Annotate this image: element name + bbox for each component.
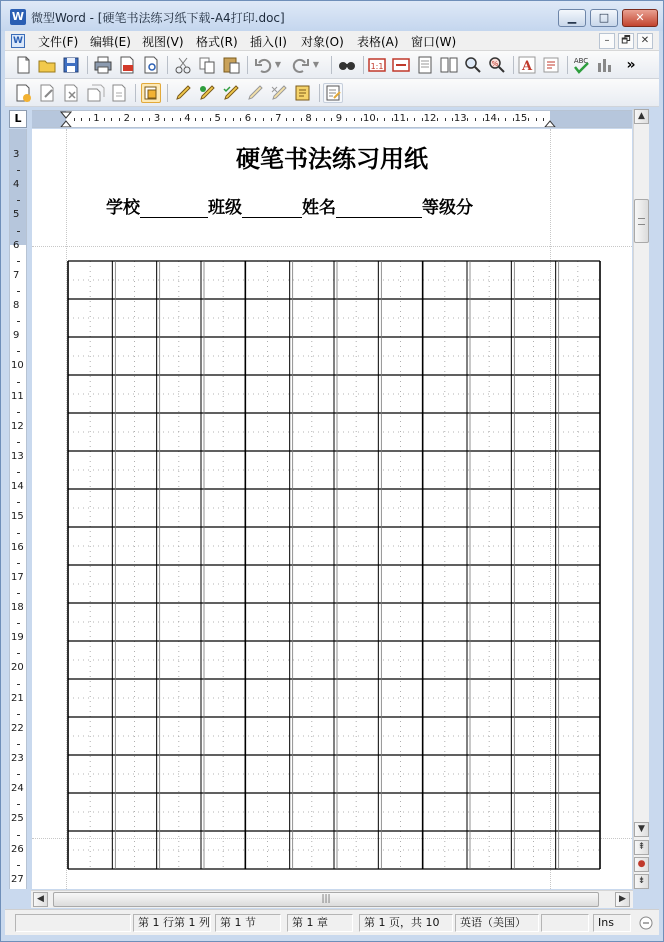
ruler-number: 3: [153, 113, 161, 124]
object-icon[interactable]: [141, 83, 161, 103]
horizontal-ruler[interactable]: [32, 110, 632, 128]
ruler-number: 5: [214, 113, 221, 124]
close-button[interactable]: ✕: [622, 9, 658, 27]
copy-icon[interactable]: [197, 55, 217, 75]
ruler-number: 8: [13, 300, 20, 311]
status-language[interactable]: 英语（美国）: [455, 914, 539, 932]
ruler-tick: [354, 118, 355, 121]
ruler-number: 22: [11, 722, 24, 734]
ruler-tick: [17, 623, 20, 624]
status-position: 第 1 行第 1 列: [133, 914, 211, 932]
ruler-number: 17: [11, 571, 24, 583]
ruler-tick: [414, 118, 415, 121]
student-info-line: [106, 193, 473, 218]
ruler-number: 18: [11, 602, 24, 613]
ruler-number: 14: [11, 481, 24, 493]
cut-icon[interactable]: [173, 55, 193, 75]
find-icon[interactable]: [337, 55, 357, 75]
ruler-tick: [149, 118, 150, 121]
ruler-number: 12: [11, 420, 24, 432]
horizontal-scrollbar[interactable]: [31, 890, 633, 908]
ruler-number: 10: [363, 113, 376, 124]
pen-icon[interactable]: [173, 83, 193, 103]
ruler-tick: [17, 865, 20, 866]
ruler-tick: [407, 118, 408, 121]
ruler-tick: [17, 472, 20, 473]
field-toolbar: [5, 79, 659, 107]
ruler-tick: [17, 533, 20, 534]
ruler-tick: [384, 118, 385, 121]
ruler-tick: [536, 118, 537, 121]
class-blank: [242, 201, 302, 218]
ruler-number: 16: [11, 541, 24, 553]
ruler-tick: [17, 653, 20, 654]
tab-selector-button[interactable]: L: [9, 110, 27, 128]
vertical-scrollbar[interactable]: [633, 109, 649, 889]
ruler-tick: [17, 684, 20, 685]
ruler-number: 11: [393, 113, 407, 124]
ruler-number: 8: [305, 113, 312, 124]
menu-file[interactable]: 文件(F): [38, 35, 79, 49]
menu-format[interactable]: 格式(R): [196, 35, 238, 49]
school-blank: [140, 201, 208, 218]
ruler-tick: [210, 118, 211, 121]
pen-edit-icon[interactable]: [245, 83, 265, 103]
next-page-button[interactable]: ⇟: [634, 874, 649, 889]
ruler-right-margin: [550, 111, 632, 127]
ruler-tick: [17, 714, 20, 715]
open-folder-icon[interactable]: [37, 55, 57, 75]
svg-text:1:1: 1:1: [370, 62, 384, 71]
ruler-tick: [17, 261, 20, 262]
status-page: 第 1 页，共 10: [359, 914, 453, 932]
ruler-tick: [17, 563, 20, 564]
ruler-number: 10: [11, 360, 24, 372]
ruler-tick: [286, 118, 287, 121]
save-icon[interactable]: [61, 55, 81, 75]
ruler-number: 15: [11, 511, 24, 523]
ruler-number: 9: [335, 113, 343, 124]
right-indent-marker[interactable]: [544, 119, 556, 128]
ruler-tick: [74, 118, 75, 121]
new-document-icon[interactable]: [13, 55, 33, 75]
ruler-number: 12: [423, 113, 437, 124]
checklist-icon[interactable]: [323, 83, 343, 103]
ruler-tick: [17, 804, 20, 805]
scroll-up-button[interactable]: ▲: [634, 109, 649, 124]
scroll-down-button[interactable]: ▼: [634, 822, 649, 837]
ruler-tick: [346, 118, 347, 121]
standard-toolbar: [5, 51, 659, 79]
ruler-tick: [445, 118, 446, 121]
ruler-tick: [293, 118, 294, 121]
vertical-ruler[interactable]: [9, 129, 27, 889]
ruler-number: 19: [11, 632, 24, 644]
first-line-indent-marker[interactable]: [60, 111, 72, 128]
edit-field-icon[interactable]: [37, 83, 57, 103]
undo-dropdown-icon[interactable]: ▼: [274, 60, 282, 69]
toolbar-separator: [167, 56, 168, 74]
title-bar: [1, 1, 663, 31]
ruler-tick: [316, 118, 317, 121]
ruler-tick: [17, 774, 20, 775]
ruler-tick: [17, 835, 20, 836]
format-painter-icon[interactable]: [541, 55, 561, 75]
ruler-tick: [324, 118, 325, 121]
notebook-icon[interactable]: [293, 83, 313, 103]
scroll-left-button[interactable]: ◀: [33, 892, 48, 907]
ruler-tick: [467, 118, 468, 121]
text-color-icon[interactable]: [517, 55, 537, 75]
insert-field-icon[interactable]: [13, 83, 33, 103]
menu-window[interactable]: 窗口(W): [411, 35, 457, 49]
menu-insert[interactable]: 插入(I): [250, 35, 287, 49]
document-system-icon[interactable]: W: [11, 34, 25, 48]
ruler-tick: [377, 118, 378, 121]
ruler-number: 3: [13, 149, 20, 160]
ruler-tick: [17, 321, 20, 322]
zoom-percent-icon[interactable]: [487, 55, 507, 75]
ruler-tick: [233, 118, 234, 121]
grade-label: 等级分: [422, 198, 473, 218]
window-title: 微型Word - [硬笔书法练习纸下载-A4打印.doc]: [31, 11, 285, 25]
svg-text:A: A: [521, 59, 533, 74]
ruler-tick: [475, 118, 476, 121]
ruler-tick: [498, 118, 499, 121]
pen-clear-icon[interactable]: [269, 83, 289, 103]
pen-green-icon[interactable]: [197, 83, 217, 103]
status-section: 第 1 节: [215, 914, 281, 932]
ruler-number: 25: [11, 813, 24, 825]
ruler-number: 24: [11, 783, 24, 795]
maximize-button[interactable]: □: [590, 9, 618, 27]
toolbar-separator: [363, 56, 364, 74]
menu-table[interactable]: 表格(A): [357, 35, 399, 49]
menu-bar: [5, 31, 659, 51]
ruler-tick: [331, 118, 332, 121]
ruler-number: 13: [11, 451, 24, 462]
document-title: 硬笔书法练习用纸: [236, 144, 428, 173]
minimize-button[interactable]: ▁: [558, 9, 586, 27]
ruler-tick: [437, 118, 438, 121]
ruler-number: 11: [11, 390, 24, 402]
practice-grid: [67, 260, 601, 870]
toolbar-separator: [567, 56, 568, 74]
paste-icon[interactable]: [221, 55, 241, 75]
ruler-number: 6: [13, 239, 20, 251]
ruler-tick: [17, 231, 20, 232]
print-icon[interactable]: [93, 55, 113, 75]
ruler-tick: [225, 118, 226, 121]
ruler-number: 20: [11, 662, 24, 674]
ruler-tick: [17, 351, 20, 352]
ruler-tick: [172, 118, 173, 121]
status-empty-cell: [15, 914, 131, 932]
redo-dropdown-icon[interactable]: ▼: [312, 60, 320, 69]
toolbar-separator: [513, 56, 514, 74]
ruler-number: 9: [13, 330, 20, 342]
doc-close-button[interactable]: ✕: [637, 33, 653, 49]
delete-field-icon[interactable]: [61, 83, 81, 103]
ruler-tick: [528, 118, 529, 121]
ruler-tick: [17, 412, 20, 413]
horizontal-scroll-thumb[interactable]: |||: [53, 892, 599, 907]
ruler-number: 14: [484, 113, 497, 124]
select-browse-object-button[interactable]: ●: [634, 857, 649, 872]
print-preview-icon[interactable]: [141, 55, 161, 75]
school-label: 学校: [106, 198, 140, 218]
ruler-tick: [104, 118, 105, 121]
toolbar-separator: [319, 84, 320, 102]
zoom-slider-icon[interactable]: [639, 916, 653, 930]
toolbar-separator: [87, 56, 88, 74]
ruler-tick: [17, 442, 20, 443]
ruler-number: 6: [244, 113, 252, 124]
status-empty-cell: [541, 914, 589, 932]
ruler-number: 21: [11, 692, 24, 704]
status-insert-mode[interactable]: Ins: [593, 914, 631, 932]
ruler-tick: [111, 118, 112, 121]
word-app-icon[interactable]: W: [11, 10, 25, 23]
page-width-icon[interactable]: [391, 55, 411, 75]
redo-icon[interactable]: [291, 55, 311, 75]
toolbar-separator: [167, 84, 168, 102]
ruler-tick: [119, 118, 120, 121]
ruler-tick: [17, 170, 20, 171]
ruler-tick: [240, 118, 241, 121]
toolbar-separator: [331, 56, 332, 74]
field-settings-icon[interactable]: [109, 83, 129, 103]
ruler-tick: [202, 118, 203, 121]
ruler-tick: [505, 118, 506, 121]
ruler-number: 15: [514, 113, 528, 124]
ruler-tick: [195, 118, 196, 121]
vertical-scroll-thumb[interactable]: [634, 199, 649, 243]
ruler-tick: [81, 118, 82, 121]
ruler-number: 4: [13, 179, 20, 191]
previous-page-button[interactable]: ⇞: [634, 840, 649, 855]
pen-check-icon[interactable]: [221, 83, 241, 103]
grip-icon: [638, 218, 645, 225]
document-page[interactable]: [32, 129, 632, 889]
undo-icon[interactable]: [253, 55, 273, 75]
ruler-tick: [301, 118, 302, 121]
two-page-icon[interactable]: [439, 55, 459, 75]
svg-text:ABC: ABC: [573, 57, 589, 65]
ruler-number: 7: [13, 269, 20, 281]
ruler-tick: [271, 118, 272, 121]
status-chapter: 第 1 章: [287, 914, 353, 932]
menu-view[interactable]: 视图(V): [142, 35, 184, 49]
scroll-right-button[interactable]: ▶: [615, 892, 630, 907]
toolbar-separator: [247, 56, 248, 74]
actual-size-icon[interactable]: [367, 55, 387, 75]
ruler-number: 23: [11, 753, 24, 764]
ruler-number: 7: [275, 113, 282, 124]
ruler-tick: [255, 118, 256, 121]
ruler-tick: [17, 382, 20, 383]
ruler-tick: [17, 291, 20, 292]
class-label: 班级: [208, 198, 242, 218]
ruler-tick: [17, 502, 20, 503]
svg-text:%: %: [491, 60, 499, 68]
ruler-tick: [164, 118, 165, 121]
ruler-tick: [89, 118, 90, 121]
ruler-tick: [543, 118, 544, 121]
ruler-number: 4: [184, 113, 191, 124]
menu-edit[interactable]: 编辑(E): [90, 35, 131, 49]
ruler-number: 13: [453, 113, 467, 124]
spellcheck-icon[interactable]: [571, 55, 591, 75]
ruler-number: 5: [13, 209, 20, 221]
ruler-tick: [263, 118, 264, 121]
ruler-tick: [142, 118, 143, 121]
top-margin-guide: [32, 246, 632, 247]
toolbar-separator: [135, 84, 136, 102]
word-count-icon[interactable]: [595, 55, 615, 75]
ruler-tick: [180, 118, 181, 121]
one-page-icon[interactable]: [415, 55, 435, 75]
toolbar-overflow-icon[interactable]: »: [626, 57, 636, 73]
doc-restore-button[interactable]: 🗗: [618, 33, 634, 49]
zoom-icon[interactable]: [463, 55, 483, 75]
name-label: 姓名: [302, 198, 336, 218]
ruler-tick: [17, 200, 20, 201]
doc-minimize-button[interactable]: –: [599, 33, 615, 49]
menu-object[interactable]: 对象(O): [301, 35, 344, 49]
ruler-tick: [17, 744, 20, 745]
status-bar: [5, 909, 659, 935]
flip-field-icon[interactable]: [85, 83, 105, 103]
ruler-tick: [17, 593, 20, 594]
ruler-number: 1: [93, 113, 100, 124]
ruler-number: 2: [123, 113, 130, 124]
pdf-export-icon[interactable]: [117, 55, 137, 75]
ruler-tick: [134, 118, 135, 121]
ruler-number: 26: [11, 843, 24, 855]
ruler-number: 27: [11, 873, 24, 885]
name-blank: [336, 201, 422, 218]
